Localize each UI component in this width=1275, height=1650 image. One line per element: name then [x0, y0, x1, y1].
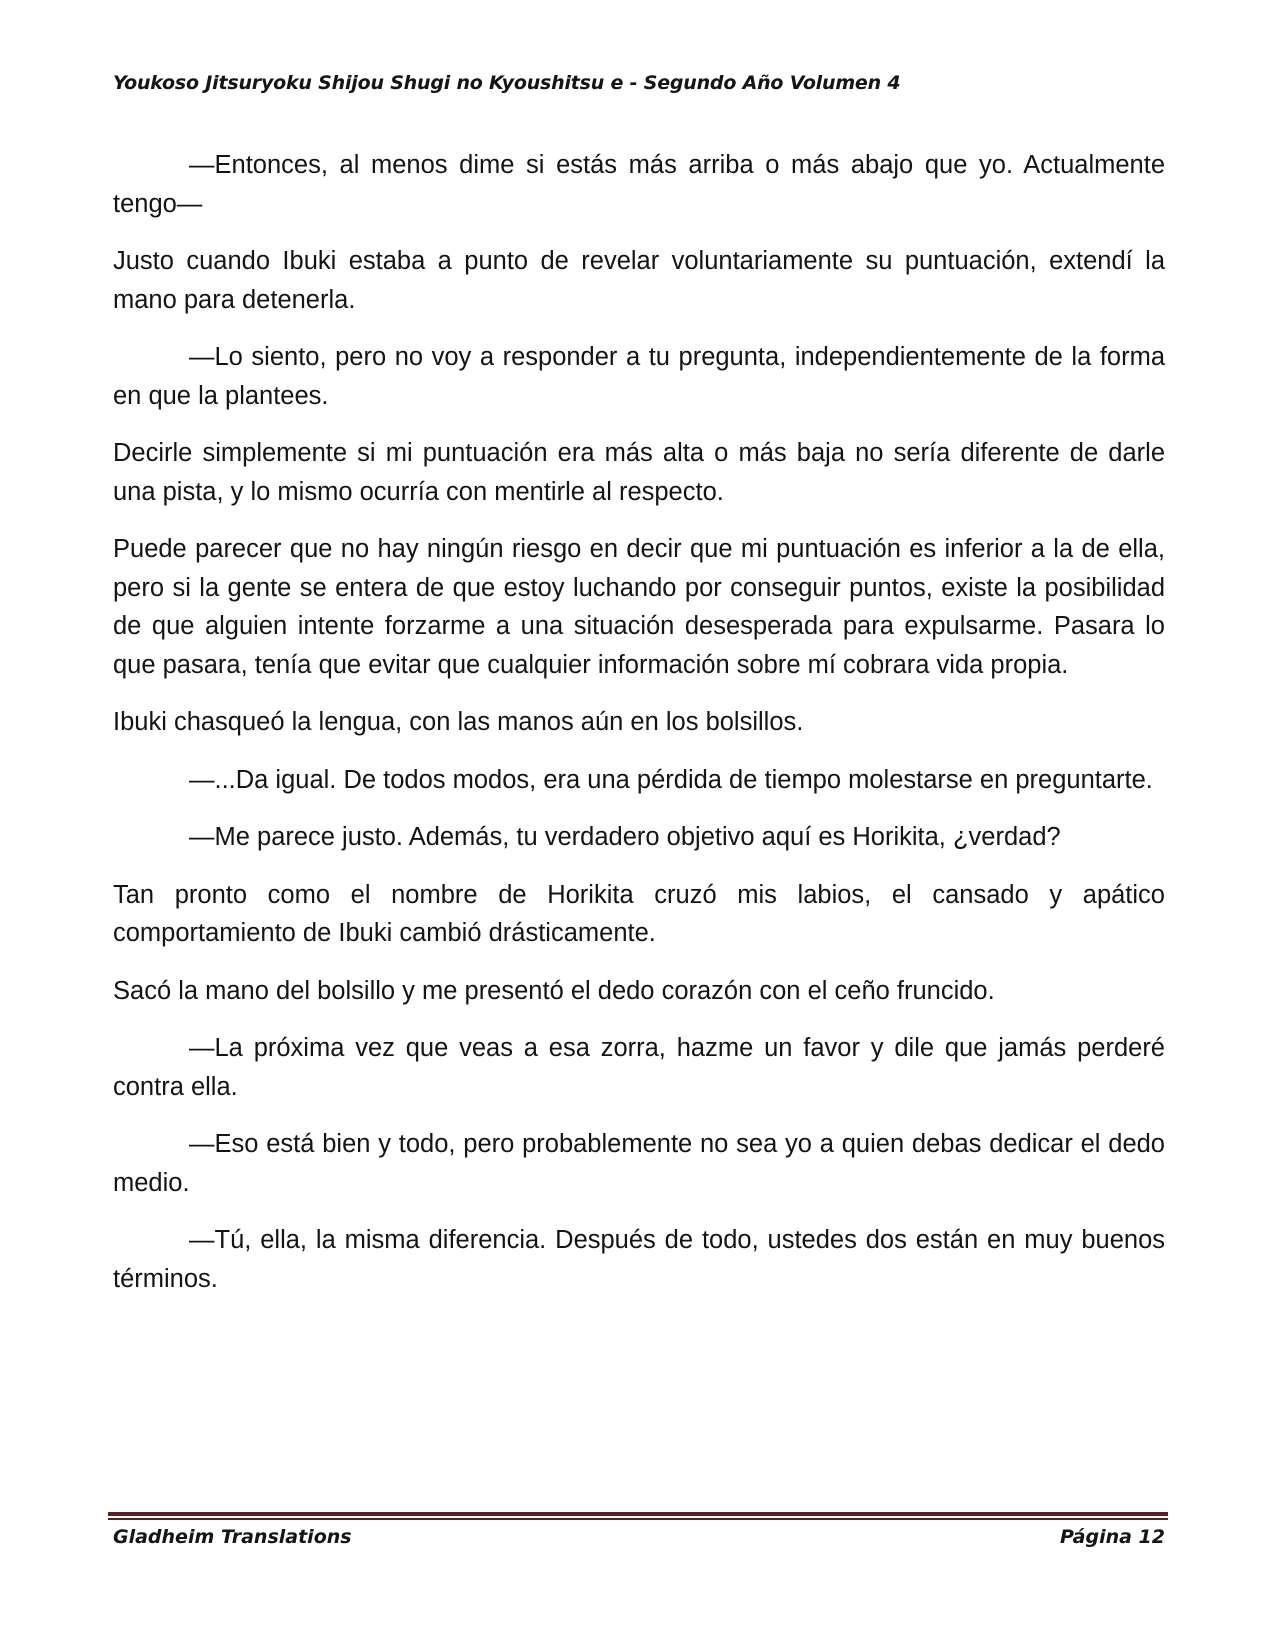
paragraph: —La próxima vez que veas a esa zorra, hazme un favor y dile que jamás perderé contra ella.: [113, 1034, 1165, 1101]
paragraph: Tan pronto como el nombre de Horikita cruzó mis labios, el cansado y apático comportamiento de Ibuki cambió drásticamente.: [113, 880, 1165, 947]
paragraph: —Entonces, al menos dime si estás más arriba o más abajo que yo. Actualmente tengo—: [113, 151, 1165, 218]
footer-divider: [108, 1512, 1168, 1520]
footer-publisher: Gladheim Translations: [113, 1526, 352, 1548]
paragraph: Justo cuando Ibuki estaba a punto de revelar voluntariamente su puntuación, extendí la mano para detenerla.: [113, 247, 1165, 314]
paragraph: —Eso está bien y todo, pero probablemente no sea yo a quien debas dedicar el dedo medio.: [113, 1130, 1165, 1197]
body-text: [113, 146, 1165, 1317]
page-number: Página 12: [1059, 1526, 1165, 1548]
paragraph: —Me parece justo. Además, tu verdadero objetivo aquí es Horikita, ¿verdad?: [189, 823, 1061, 851]
paragraph: —...Da igual. De todos modos, era una pérdida de tiempo molestarse en preguntarte.: [189, 765, 1153, 794]
paragraph: —Lo siento, pero no voy a responder a tu pregunta, independientemente de la forma en que la plantees.: [113, 343, 1165, 410]
footer-divider-thin: [108, 1518, 1168, 1520]
page-footer: [113, 1526, 1165, 1548]
paragraph: Sacó la mano del bolsillo y me presentó el dedo corazón con el ceño fruncido.: [113, 976, 995, 1005]
paragraph: Decirle simplemente si mi puntuación era más alta o más baja no sería diferente de darle una pista, y lo mismo ocurría con mentirle al respecto.: [113, 439, 1165, 506]
paragraph: —Tú, ella, la misma diferencia. Después de todo, ustedes dos están en muy buenos términos.: [113, 1226, 1165, 1293]
page-header: Youkoso Jitsuryoku Shijou Shugi no Kyoushitsu e - Segundo Año Volumen 4: [113, 72, 901, 94]
paragraph: Ibuki chasqueó la lengua, con las manos aún en los bolsillos.: [113, 708, 804, 736]
paragraph: Puede parecer que no hay ningún riesgo en decir que mi puntuación es inferior a la de ella, pero si la gente se entera de que estoy luchando por conseguir puntos, existe la posibilidad de que alguien intente forzarme a una situación desesperada para expulsarme. Pasara lo que pasara, tenía que evitar que cualquier información sobre mí cobrara vida propia.: [113, 535, 1165, 679]
